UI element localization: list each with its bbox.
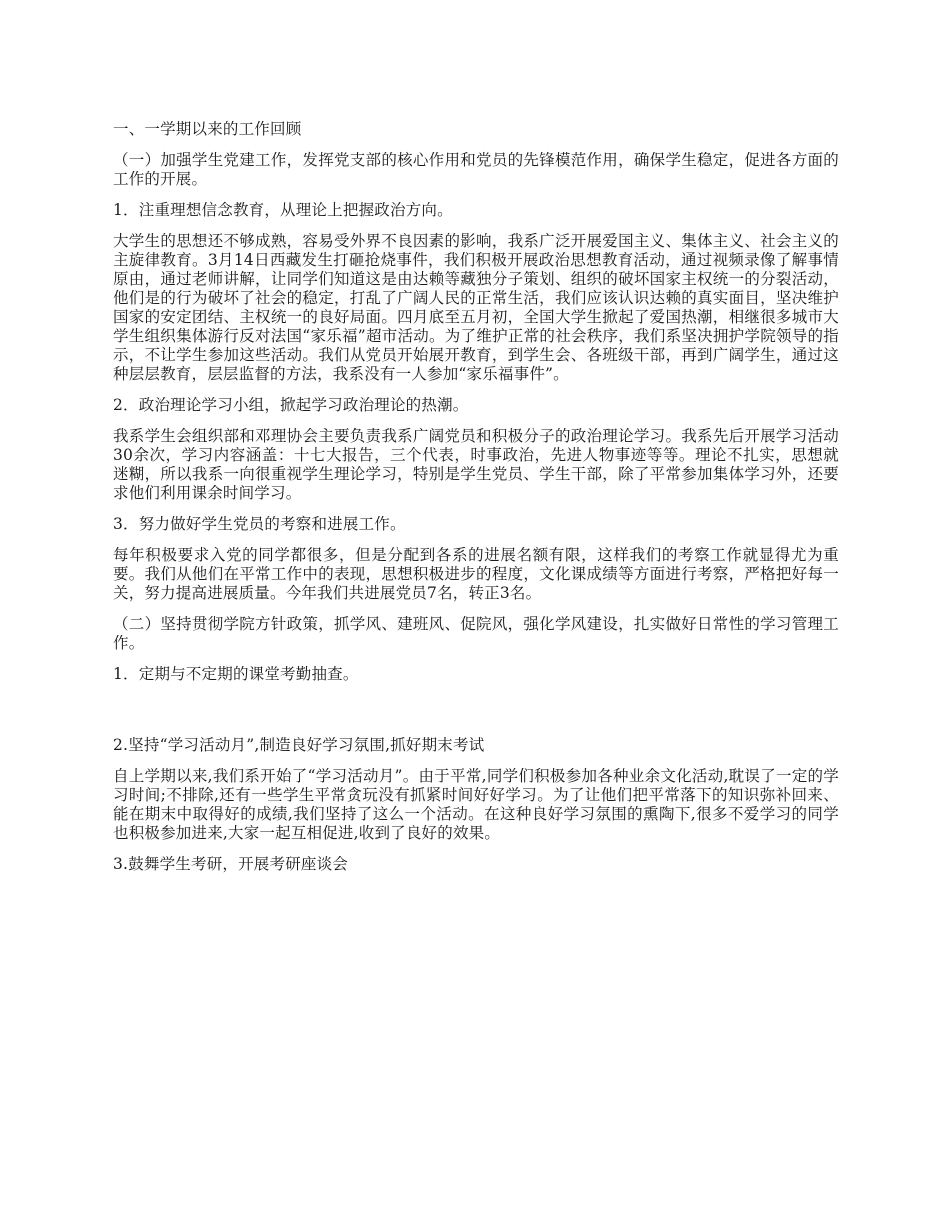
body-paragraph: 自上学期以来,我们系开始了“学习活动月”。由于平常,同学们积极参加各种业余文化活动,耽误了一定的学习时间;不排除,还有一些学生平常贪玩没有抓紧时间好好学习。为了让他们把平常落下的知识弥补回来、能在期末中取得好的成绩,我们坚持了这么一个活动。在这种良好学习氛围的熏陶下,很多不爱学习的同学也积极参加进来,大家一起互相促进,收到了良好的效果。 xyxy=(113,767,839,842)
item-heading: 2．政治理论学习小组，掀起学习政治理论的热潮。 xyxy=(113,396,469,414)
item-heading: 1．注重理想信念教育，从理论上把握政治方向。 xyxy=(113,201,453,219)
subsection-heading: （一）加强学生党建工作，发挥党支部的核心作用和党员的先锋模范作用，确保学生稳定，促进各方面的工作的开展。 xyxy=(113,151,839,188)
document-body xyxy=(113,120,839,886)
subsection-heading: （二）坚持贯彻学院方针政策，抓学风、建班风、促院风，强化学风建设，扎实做好日常性的学习管理工作。 xyxy=(113,615,839,652)
item-heading: 3.鼓舞学生考研，开展考研座谈会 xyxy=(113,855,348,873)
body-paragraph: 每年积极要求入党的同学都很多，但是分配到各系的进展名额有限，这样我们的考察工作就显得尤为重要。我们从他们在平常工作中的表现，思想积极进步的程度，文化课成绩等方面进行考察，严格把好每一关，努力提高进展质量。今年我们共进展党员7名，转正3名。 xyxy=(113,546,839,602)
body-paragraph: 大学生的思想还不够成熟，容易受外界不良因素的影响，我系广泛开展爱国主义、集体主义、社会主义的主旋律教育。3月14日西藏发生打砸抢烧事件，我们积极开展政治思想教育活动，通过视频录像了解事情原由，通过老师讲解，让同学们知道这是由达赖等藏独分子策划、组织的破坏国家主权统一的分裂活动，他们是的行为破坏了社会的稳定，打乱了广阔人民的正常生活，我们应该认识达赖的真实面目，坚决维护国家的安定团结、主权统一的良好局面。四月底至五月初，全国大学生掀起了爱国热潮，相继很多城市大学生组织集体游行反对法国“家乐福”超市活动。为了维护正常的社会秩序，我们系坚决拥护学院领导的指示，不让学生参加这些活动。我们从党员开始展开教育，到学生会、各班级干部，再到广阔学生，通过这种层层教育，层层监督的方法，我系没有一人参加“家乐福事件”。 xyxy=(113,232,839,383)
item-heading: 2.坚持“学习活动月”,制造良好学习氛围,抓好期末考试 xyxy=(113,736,485,754)
section-heading: 一、一学期以来的工作回顾 xyxy=(113,120,302,138)
item-heading: 1．定期与不定期的课堂考勤抽查。 xyxy=(113,665,359,683)
item-heading: 3．努力做好学生党员的考察和进展工作。 xyxy=(113,515,406,533)
body-paragraph: 我系学生会组织部和邓理协会主要负责我系广阔党员和积极分子的政治理论学习。我系先后开展学习活动30余次，学习内容涵盖：十七大报告，三个代表，时事政治，先进人物事迹等等。理论不扎实，思想就迷糊，所以我系一向很重视学生理论学习，特别是学生党员、学生干部，除了平常参加集体学习外，还要求他们利用课余时间学习。 xyxy=(113,427,839,502)
section-spacer xyxy=(113,696,839,736)
